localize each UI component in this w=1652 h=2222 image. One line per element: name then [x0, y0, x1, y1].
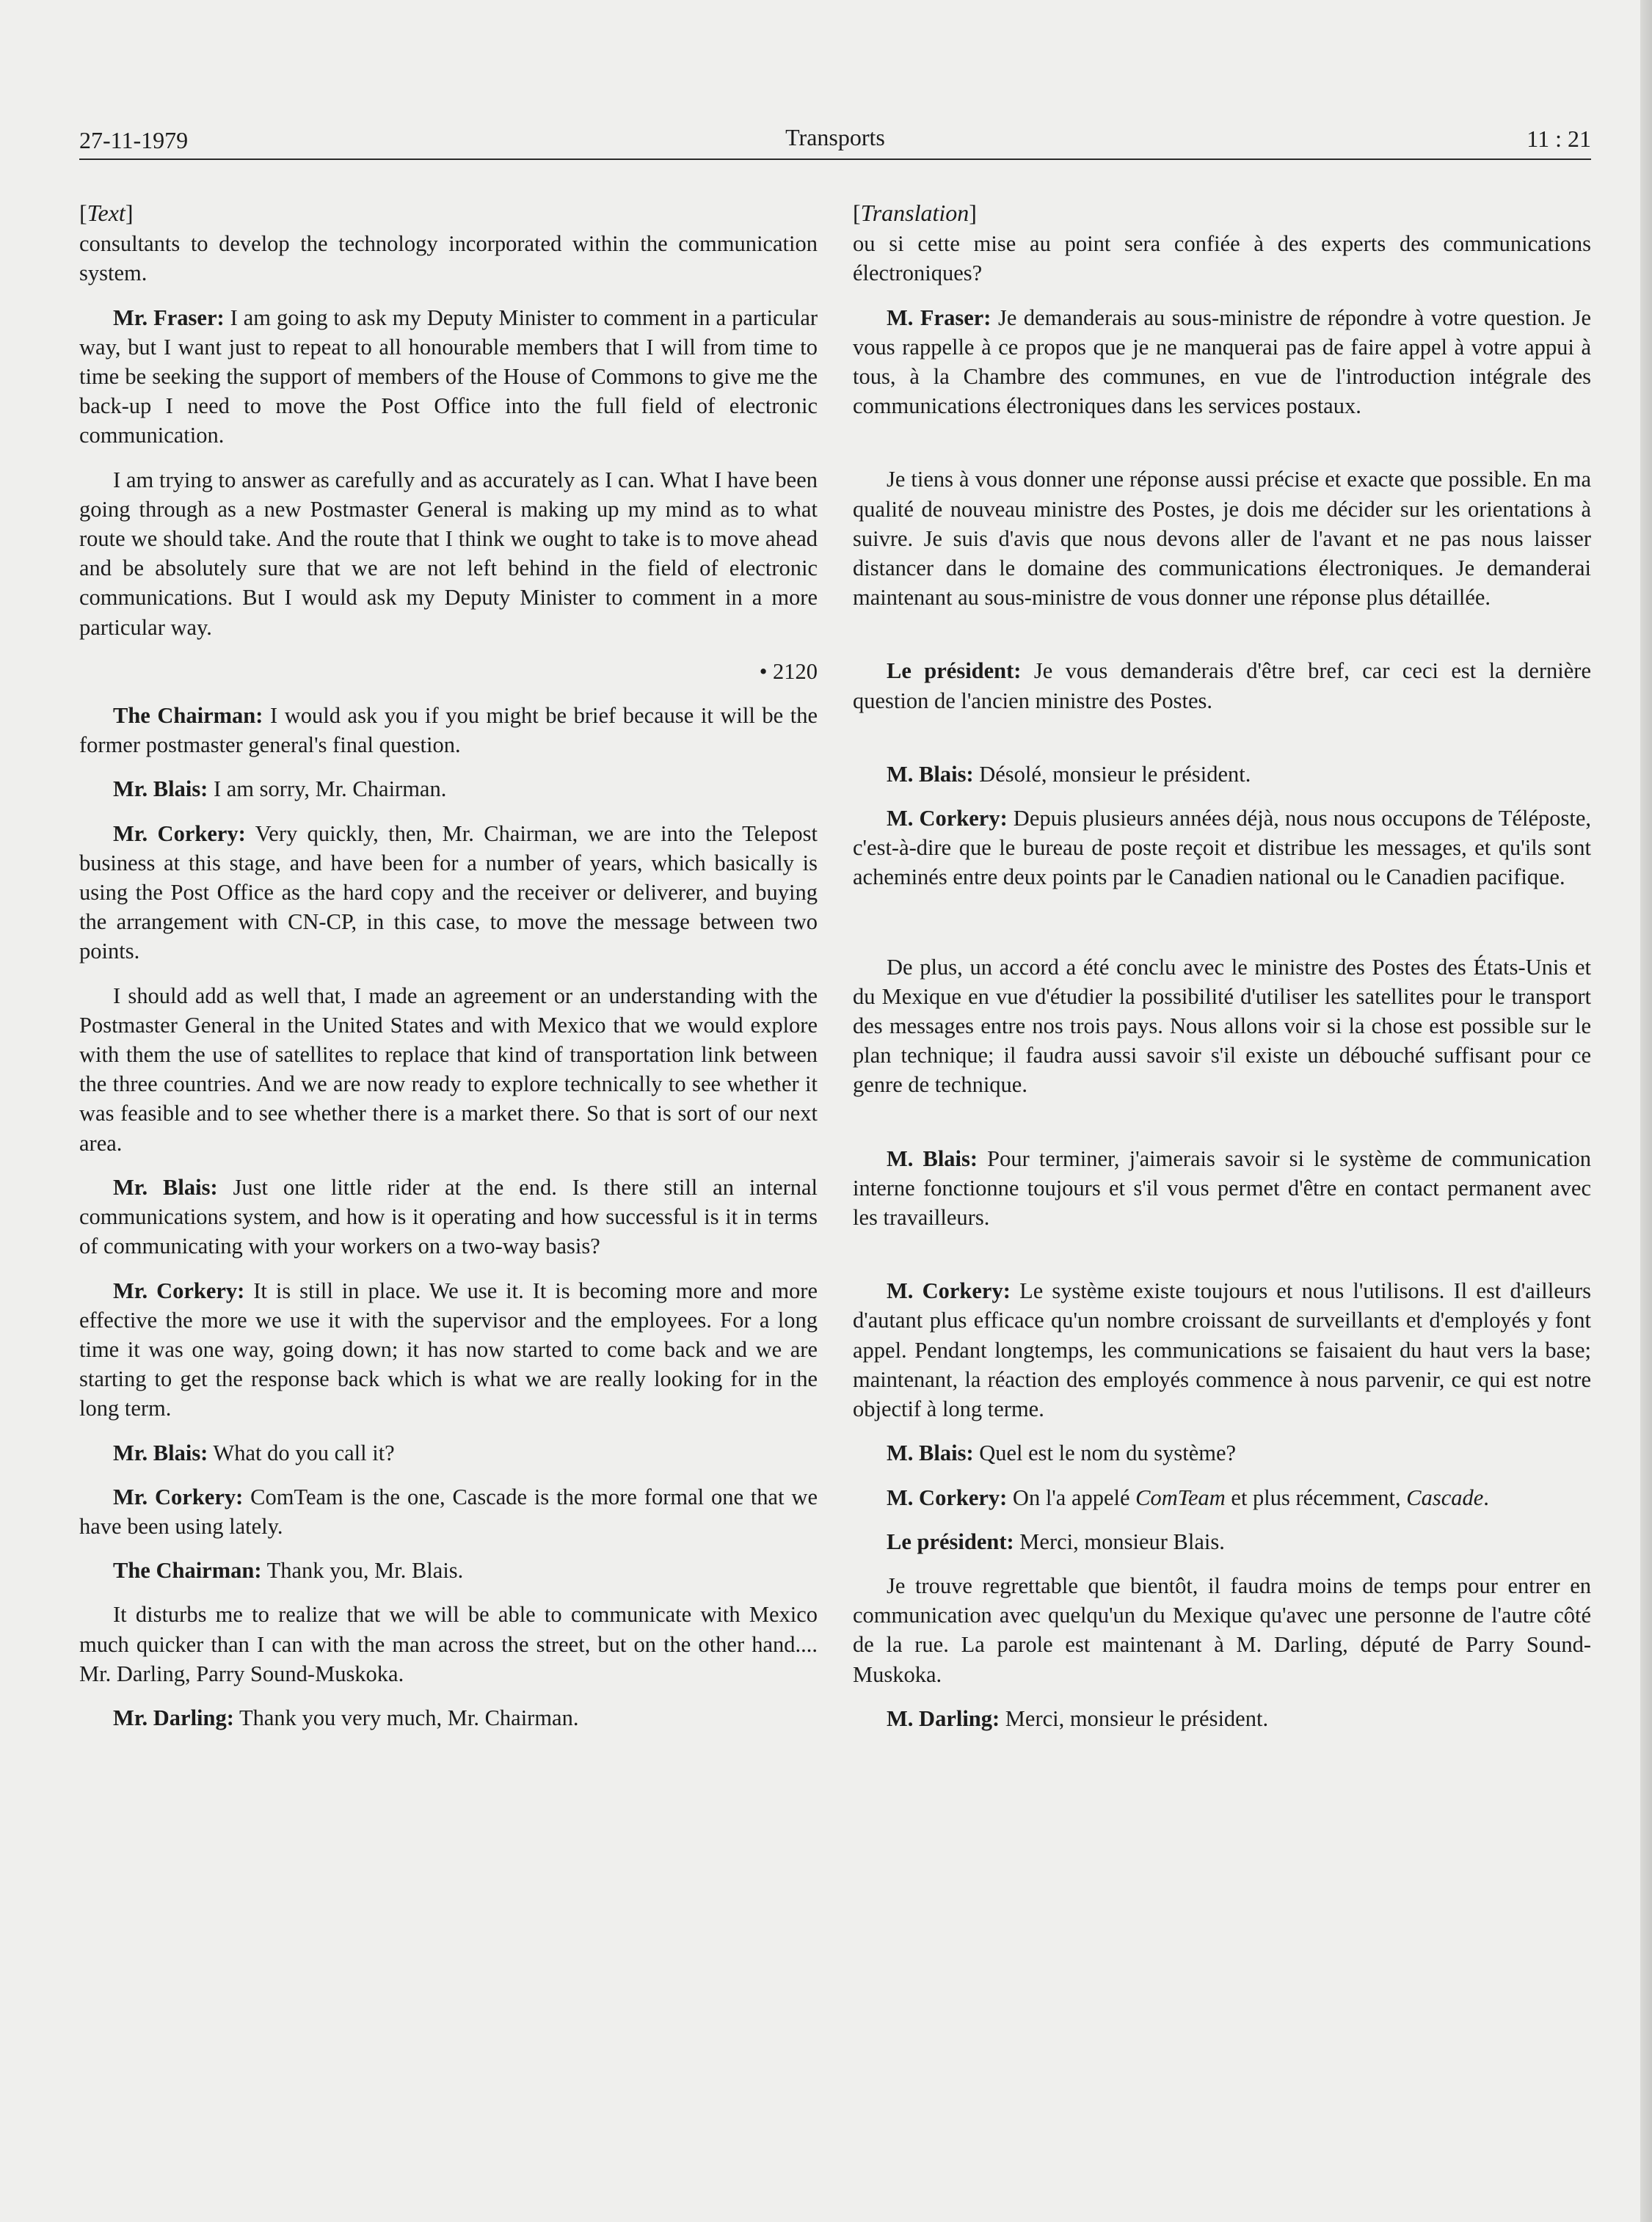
header-title: Transports: [785, 124, 885, 150]
speech-text: I am sorry, Mr. Chairman.: [208, 776, 447, 802]
speech-paragraph: [853, 656, 1591, 715]
speaker-name: The Chairman:: [113, 703, 263, 729]
running-header: [79, 125, 1591, 160]
speech-paragraph: [79, 819, 818, 966]
speaker-name: Le président:: [887, 658, 1022, 684]
paragraph: It disturbs me to realize that we will be able to communicate with Mexico much quicker than I can with the man across the street, but on the other hand.... Mr. Darling, Parry Sound-Muskoka.: [79, 1602, 818, 1686]
spacer: [853, 435, 1591, 465]
paragraph: I am trying to answer as carefully and as accurately as I can. What I have been going through as a new Postmaster General is making up my mind as to what route we should take. And the route that I think we ought to take is to move ahead and be absolutely sure that we are not left behind in the field of electronic communications. But I would ask my Deputy Minister to comment in a more particular way.: [79, 467, 818, 640]
speech-text: Merci, monsieur le président.: [1000, 1705, 1269, 1731]
speech-paragraph: [853, 1276, 1591, 1424]
speaker-name: Le président:: [887, 1529, 1014, 1554]
spacer: [853, 1247, 1591, 1276]
speaker-name: M. Corkery:: [887, 806, 1008, 831]
spacer: [853, 627, 1591, 656]
speaker-name: M. Blais:: [887, 761, 974, 787]
paragraph: Je tiens à vous donner une réponse aussi précise et exacte que possible. En ma qualité de nouveau ministre des Postes, je dois me décider sur les orientations à suivre. Je suis d'avis que nous devons aller de l'avant et ne pas nous laisser distancer dans le domaine des communications électroniques. Je demanderai maintenant au sous-ministre de vous donner une réponse plus détaillée.: [853, 467, 1591, 611]
speech-text: Very quickly, then, Mr. Chairman, we are into the Telepost business at this stage, and have been for a number of years, which basically is using the Post Office as the hard copy and the receiver or deliverer, and buying the arrangement with CN-CP, in this case, to move the message between two points.: [79, 820, 818, 964]
paragraph: ou si cette mise au point sera confiée à des experts des communications électroniques?: [853, 231, 1591, 286]
paragraph: I should add as well that, I made an agreement or an understanding with the Postmaster General in the United States and with Mexico that we would explore with them the use of satellites to replace that kind of transportation link between the three countries. And we are now ready to explore technically to see whether it was feasible and to see whether there is a market there. So that is sort of our next area.: [79, 983, 818, 1156]
speech-paragraph: [853, 1527, 1591, 1556]
speech-paragraph: [79, 1556, 818, 1585]
speech-text: Merci, monsieur Blais.: [1014, 1529, 1225, 1554]
spacer: [853, 730, 1591, 760]
section-label: [Text]: [79, 200, 134, 226]
speech-paragraph: [79, 701, 818, 760]
speech-text: Je vous demanderais d'être bref, car ceci est la dernière question de l'ancien ministre des Postes.: [853, 658, 1591, 713]
speech-paragraph: [79, 1276, 818, 1424]
speech-text: Thank you, Mr. Blais.: [261, 1558, 464, 1584]
speech-paragraph: [79, 774, 818, 804]
speaker-name: M. Corkery:: [887, 1485, 1008, 1510]
speaker-name: Mr. Darling:: [113, 1705, 234, 1730]
system-name: ComTeam: [1135, 1485, 1226, 1510]
speech-text: .: [1483, 1485, 1489, 1510]
header-date: 27-11-1979: [79, 127, 189, 153]
english-column: [79, 198, 818, 1747]
speech-text: et plus récemment,: [1225, 1485, 1407, 1510]
speech-paragraph: [853, 1144, 1591, 1233]
speech-paragraph: [79, 1703, 818, 1733]
speaker-name: M. Darling:: [887, 1705, 1000, 1731]
speech-text: Quel est le nom du système?: [973, 1440, 1237, 1466]
system-name: Cascade: [1406, 1485, 1484, 1510]
speech-text: ComTeam is the one, Cascade is the more formal one that we have been using lately.: [79, 1484, 818, 1539]
speech-paragraph: [853, 804, 1591, 892]
time-marker: • 2120: [759, 658, 818, 684]
speech-text: It is still in place. We use it. It is becoming more and more effective the more we use it with the supervisor and the employees. For a long time it was one way, going down; it has now started to come back and we are starting to get the response back which is what we are really looking for in the long term.: [79, 1278, 818, 1421]
speaker-name: Mr. Blais:: [113, 1440, 208, 1465]
speaker-name: Mr. Corkery:: [113, 1278, 245, 1303]
speech-text: Pour terminer, j'aimerais savoir si le système de communication interne fonctionne toujours et s'il vous permet d'être en contact permanent avec les travailleurs.: [853, 1145, 1591, 1231]
speech-paragraph: [79, 1482, 818, 1541]
section-label: [Translation]: [853, 200, 977, 226]
speech-paragraph: [853, 1704, 1591, 1733]
speaker-name: M. Fraser:: [887, 305, 991, 330]
speech-text: What do you call it?: [208, 1440, 395, 1465]
speech-paragraph: [79, 1438, 818, 1468]
speech-paragraph: [853, 760, 1591, 789]
spacer: [853, 907, 1591, 952]
speech-text: Le système existe toujours et nous l'utilisons. Il est d'ailleurs d'autant plus efficace qu'un nombre croissant de surveillants et d'employés y font appel. Pendant longtemps, les communications se faisaient du haut vers la base; maintenant, la réaction des employés commence à nous parvenir, ce qui est notre objectif à long terme.: [853, 1278, 1592, 1422]
speaker-name: M. Blais:: [887, 1440, 974, 1466]
speaker-name: Mr. Corkery:: [113, 820, 246, 846]
speech-text: Depuis plusieurs années déjà, nous nous occupons de Téléposte, c'est-à-dire que le bureau de poste reçoit et distribue les messages, et qu'ils sont acheminés entre deux points par le Canadien national ou le Canadien pacifique.: [853, 806, 1592, 890]
paragraph: De plus, un accord a été conclu avec le ministre des Postes des États-Unis et du Mexique en vue d'étudier la possibilité d'utiliser les satellites pour le transport des messages entre nos trois pays. Nous allons voir si la chose est possible sur le plan technique; il faudra aussi savoir s'il existe un débouché suffisant pour ce genre de technique.: [853, 954, 1591, 1098]
speaker-name: The Chairman:: [113, 1558, 262, 1584]
speaker-name: M. Corkery:: [887, 1278, 1011, 1304]
speech-text: Just one little rider at the end. Is there still an internal communications system, and how is it operating and how successful is it in terms of communicating with your workers on a two-way basis?: [79, 1174, 818, 1259]
speech-text: Désolé, monsieur le président.: [973, 761, 1251, 787]
paragraph: consultants to develop the technology incorporated within the communication system.: [79, 231, 818, 286]
speaker-name: Mr. Corkery:: [113, 1484, 244, 1509]
header-page-number: 11 : 21: [1527, 125, 1591, 152]
speech-paragraph: [853, 1438, 1591, 1468]
speech-text: On l'a appelé: [1007, 1485, 1136, 1510]
page-edge: [1640, 0, 1652, 2222]
speech-paragraph: [853, 1483, 1591, 1512]
french-column: [853, 198, 1591, 1748]
speech-text: Thank you very much, Mr. Chairman.: [233, 1705, 579, 1730]
speech-text: I am going to ask my Deputy Minister to comment in a particular way, but I want just to repeat to all honourable members that I will from time to time be seeking the support of members of the House of Commons to give me the back-up I need to move the Post Office into the full field of electronic communication.: [79, 305, 818, 448]
speech-text: Je demanderais au sous-ministre de répondre à votre question. Je vous rappelle à ce propos que je ne manquerai pas de faire appel à votre appui à tous, à la Chambre des communes, en vue de l'introduction intégrale des communications électroniques dans les services postaux.: [853, 305, 1591, 419]
speaker-name: Mr. Fraser:: [113, 305, 225, 330]
speaker-name: M. Blais:: [887, 1145, 978, 1171]
speech-paragraph: [853, 303, 1591, 421]
spacer: [853, 1115, 1591, 1144]
speech-text: I would ask you if you might be brief because it will be the former postmaster general's final question.: [79, 703, 818, 758]
speaker-name: Mr. Blais:: [113, 1174, 218, 1200]
speech-paragraph: [79, 303, 818, 451]
paragraph: Je trouve regrettable que bientôt, il faudra moins de temps pour entrer en communication avec quelqu'un du Mexique qu'avec une personne de l'autre côté de la rue. La parole est maintenant à M. Darling, député de Parry Sound-Muskoka.: [853, 1573, 1591, 1687]
speaker-name: Mr. Blais:: [113, 776, 208, 802]
speech-paragraph: [79, 1173, 818, 1261]
